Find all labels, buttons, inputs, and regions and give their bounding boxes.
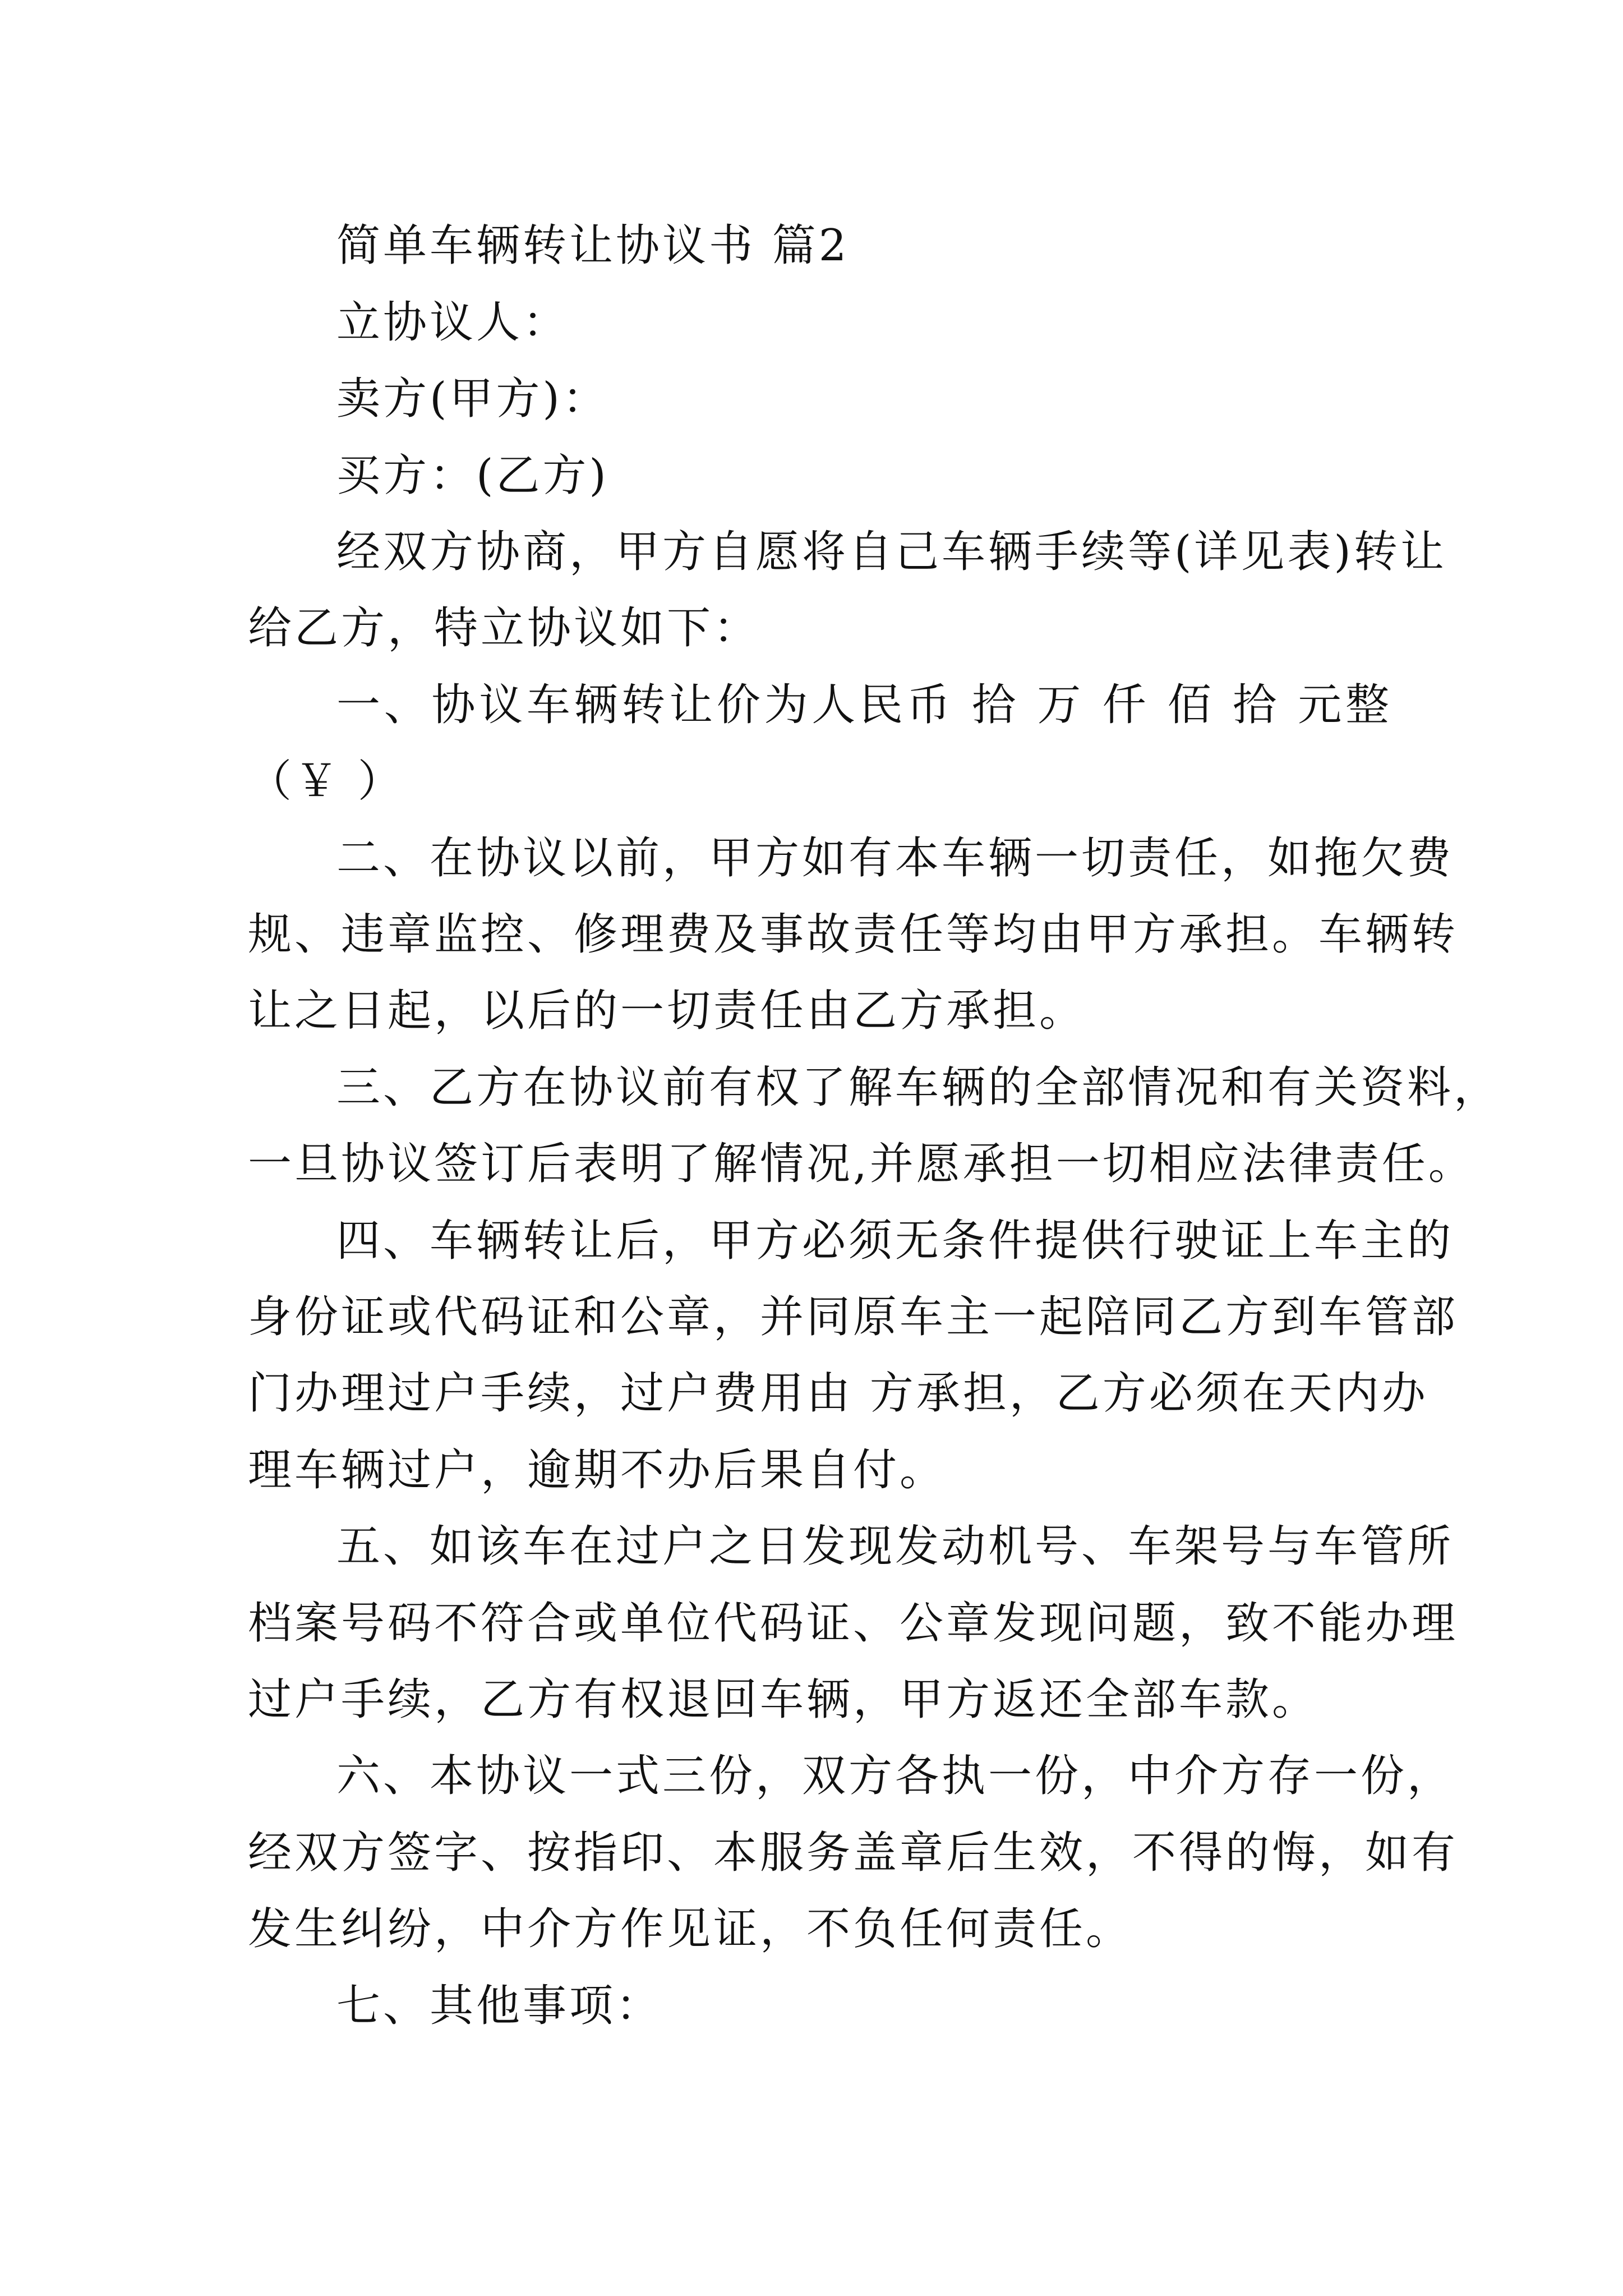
intro-line-1: 经双方协商，甲方自愿将自己车辆手续等(详见表)转让: [336, 527, 1447, 577]
intro-line-2: 给乙方，特立协议如下：: [248, 603, 760, 654]
clause-6-line-2: 经双方签字、按指印、本服务盖章后生效，不得的悔，如有: [248, 1828, 1459, 1878]
clause-2-line-3: 让之日起，以后的一切责任由乙方承担。: [248, 986, 1086, 1036]
clause-5-line-1: 五、如该车在过户之日发现发动机号、车架号与车管所: [336, 1521, 1454, 1572]
clause-4-line-3: 门办理过户手续，过户费用由 方承担，乙方必须在天内办: [248, 1368, 1428, 1419]
clause-3-line-2: 一旦协议签订后表明了解情况,并愿承担一切相应法律责任。: [248, 1139, 1475, 1189]
clause-5-line-3: 过户手续，乙方有权退回车辆，甲方返还全部车款。: [248, 1674, 1319, 1725]
document-title: 简单车辆转让协议书 篇2: [336, 220, 850, 271]
clause-1-line-1: 一、协议车辆转让价为人民币 拾 万 仟 佰 拾 元整: [336, 680, 1392, 730]
clause-3-line-1: 三、乙方在协议前有权了解车辆的全部情况和有关资料，: [336, 1062, 1501, 1113]
clause-6-line-3: 发生纠纷，中介方作见证，不负任何责任。: [248, 1904, 1133, 1954]
clause-4-line-2: 身份证或代码证和公章，并同原车主一起陪同乙方到车管部: [248, 1292, 1459, 1342]
agreement-parties-label: 立协议人：: [336, 297, 570, 348]
clause-4-line-1: 四、车辆转让后，甲方必须无条件提供行驶证上车主的: [336, 1216, 1454, 1266]
clause-4-line-4: 理车辆过户，逾期不办后果自付。: [248, 1445, 947, 1496]
seller-label: 卖方(甲方)：: [336, 374, 609, 424]
clause-5-line-2: 档案号码不符合或单位代码证、公章发现问题，致不能办理: [248, 1598, 1459, 1649]
clause-1-line-2: （￥ ）: [248, 756, 404, 807]
clause-2-line-1: 二、在协议以前，甲方如有本车辆一切责任，如拖欠费: [336, 833, 1454, 884]
clause-2-line-2: 规、违章监控、修理费及事故责任等均由甲方承担。车辆转: [248, 909, 1459, 960]
buyer-label: 买方：(乙方): [336, 450, 609, 501]
clause-7-line-1: 七、其他事项：: [336, 1981, 663, 2031]
clause-6-line-1: 六、本协议一式三份，双方各执一份，中介方存一份，: [336, 1751, 1454, 1801]
